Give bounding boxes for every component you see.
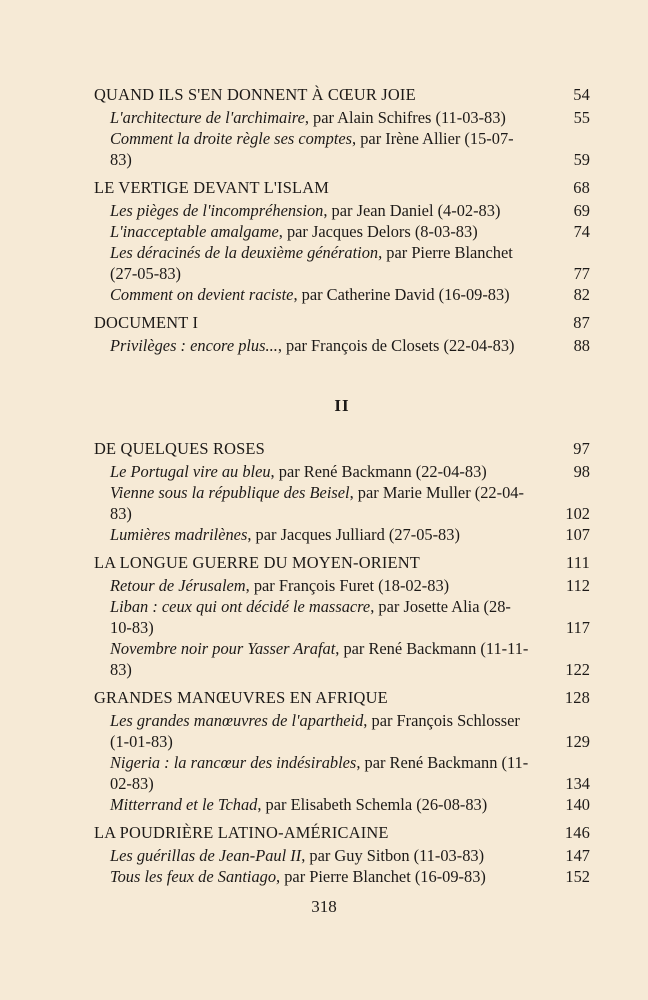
entry-text (110, 794, 590, 815)
entry-text (110, 200, 590, 221)
entry-byline: , par François Schlosser (1-01-83) (110, 711, 520, 751)
section-title: GRANDES MANŒUVRES EN AFRIQUE (94, 688, 388, 707)
entry-title: Le Portugal vire au bleu (110, 462, 271, 481)
entry-byline: , par François Furet (18-02-83) (245, 576, 450, 595)
section-title: DE QUELQUES ROSES (94, 439, 265, 458)
section-heading (94, 687, 590, 708)
entry-page-number: 98 (573, 462, 590, 481)
section-title: LA LONGUE GUERRE DU MOYEN-ORIENT (94, 553, 420, 572)
toc-entry[interactable] (94, 107, 590, 128)
entry-page-number: 82 (573, 285, 590, 304)
entry-title: Les pièges de l'incompréhension (110, 201, 324, 220)
table-of-contents (94, 84, 590, 887)
entry-text (110, 335, 590, 356)
toc-entry[interactable] (94, 638, 590, 680)
entry-page-number: 122 (565, 660, 590, 679)
entry-byline: , par Pierre Blanchet (16-09-83) (276, 867, 486, 886)
entry-page-number: 134 (565, 774, 590, 793)
entry-byline: , par René Backmann (11-02-83) (110, 753, 529, 793)
toc-entry[interactable] (94, 128, 590, 170)
section-page-number: 97 (573, 439, 590, 458)
part-heading: II (334, 396, 350, 415)
toc-entry[interactable] (94, 845, 590, 866)
entry-page-number: 107 (565, 525, 590, 544)
entry-page-number: 140 (565, 795, 590, 814)
entry-page-number: 59 (573, 150, 590, 169)
entry-page-number: 129 (565, 732, 590, 751)
section-heading (94, 552, 590, 573)
toc-entry[interactable] (94, 524, 590, 545)
entry-byline: , par François de Closets (22-04-83) (277, 336, 515, 355)
entry-text (110, 107, 590, 128)
entry-text (110, 710, 590, 752)
entry-byline: , par Jacques Delors (8-03-83) (278, 222, 478, 241)
page-number: 318 (311, 897, 337, 916)
entry-page-number: 69 (573, 201, 590, 220)
toc-entry[interactable] (94, 866, 590, 887)
entry-text (110, 638, 590, 680)
section-page-number: 111 (566, 553, 590, 572)
entry-page-number: 117 (566, 618, 590, 637)
entry-title: Les grandes manœuvres de l'apartheid (110, 711, 364, 730)
section-title: LE VERTIGE DEVANT L'ISLAM (94, 178, 330, 197)
entry-page-number: 55 (573, 108, 590, 127)
toc-entry[interactable] (94, 200, 590, 221)
section-title: DOCUMENT I (94, 313, 199, 332)
section-heading (94, 312, 590, 333)
entry-text (110, 242, 590, 284)
entry-byline: , par Catherine David (16-09-83) (293, 285, 510, 304)
entry-page-number: 112 (566, 576, 590, 595)
entry-title: Vienne sous la république des Beisel (110, 483, 350, 502)
entry-byline: , par Jacques Julliard (27-05-83) (247, 525, 460, 544)
toc-part-2 (94, 438, 590, 887)
entry-byline: , par Elisabeth Schemla (26-08-83) (257, 795, 488, 814)
entry-title: Privilèges : encore plus... (110, 336, 278, 355)
toc-entry[interactable] (94, 461, 590, 482)
section-page-number: 68 (573, 178, 590, 197)
toc-part-1 (94, 84, 590, 356)
entry-title: Retour de Jérusalem (110, 576, 246, 595)
toc-entry[interactable] (94, 710, 590, 752)
toc-entry[interactable] (94, 284, 590, 305)
entry-text (110, 845, 590, 866)
toc-entry[interactable] (94, 221, 590, 242)
toc-entry[interactable] (94, 242, 590, 284)
entry-text (110, 128, 590, 170)
entry-text (110, 461, 590, 482)
entry-page-number: 147 (565, 846, 590, 865)
toc-entry[interactable] (94, 752, 590, 794)
entry-byline: , par Marie Muller (22-04-83) (110, 483, 524, 523)
entry-text (110, 284, 590, 305)
toc-entry[interactable] (94, 335, 590, 356)
toc-entry[interactable] (94, 794, 590, 815)
section-heading (94, 822, 590, 843)
entry-byline: , par Alain Schifres (11-03-83) (304, 108, 506, 127)
toc-entry[interactable] (94, 596, 590, 638)
section-title: QUAND ILS S'EN DONNENT À CŒUR JOIE (94, 85, 416, 104)
entry-byline: , par René Backmann (11-11-83) (110, 639, 529, 679)
toc-entry[interactable] (94, 482, 590, 524)
entry-title: Les guérillas de Jean-Paul II (110, 846, 302, 865)
entry-text (110, 575, 590, 596)
entry-page-number: 77 (573, 264, 590, 283)
entry-byline: , par Irène Allier (15-07-83) (110, 129, 514, 169)
entry-page-number: 152 (565, 867, 590, 886)
entry-title: Nigeria : la rancœur des indésirables (110, 753, 357, 772)
entry-title: Comment la droite règle ses comptes (110, 129, 353, 148)
entry-text (110, 596, 590, 638)
toc-entry[interactable] (94, 575, 590, 596)
section-heading (94, 84, 590, 105)
entry-title: Tous les feux de Santiago (110, 867, 277, 886)
entry-text (110, 866, 590, 887)
entry-title: L'inacceptable amalgame (110, 222, 279, 241)
entry-byline: , par René Backmann (22-04-83) (270, 462, 487, 481)
entry-title: Les déracinés de la deuxième génération (110, 243, 379, 262)
entry-page-number: 74 (573, 222, 590, 241)
entry-title: Novembre noir pour Yasser Arafat (110, 639, 336, 658)
entry-title: Lumières madrilènes (110, 525, 248, 544)
section-heading (94, 438, 590, 459)
entry-text (110, 221, 590, 242)
section-title: LA POUDRIÈRE LATINO-AMÉRICAINE (94, 823, 389, 842)
section-page-number: 54 (573, 85, 590, 104)
entry-title: Mitterrand et le Tchad (110, 795, 258, 814)
entry-text (110, 482, 590, 524)
entry-page-number: 102 (565, 504, 590, 523)
entry-page-number: 88 (573, 336, 590, 355)
entry-title: Comment on devient raciste (110, 285, 294, 304)
entry-text (110, 752, 590, 794)
entry-byline: , par Pierre Blanchet (27-05-83) (110, 243, 513, 283)
section-heading (94, 177, 590, 198)
entry-byline: , par Josette Alia (28-10-83) (110, 597, 511, 637)
section-page-number: 87 (573, 313, 590, 332)
entry-title: Liban : ceux qui ont décidé le massacre (110, 597, 371, 616)
entry-text (110, 524, 590, 545)
section-page-number: 128 (564, 688, 590, 707)
section-page-number: 146 (564, 823, 590, 842)
entry-title: L'architecture de l'archimaire (110, 108, 305, 127)
entry-byline: , par Guy Sitbon (11-03-83) (301, 846, 485, 865)
entry-byline: , par Jean Daniel (4-02-83) (323, 201, 501, 220)
